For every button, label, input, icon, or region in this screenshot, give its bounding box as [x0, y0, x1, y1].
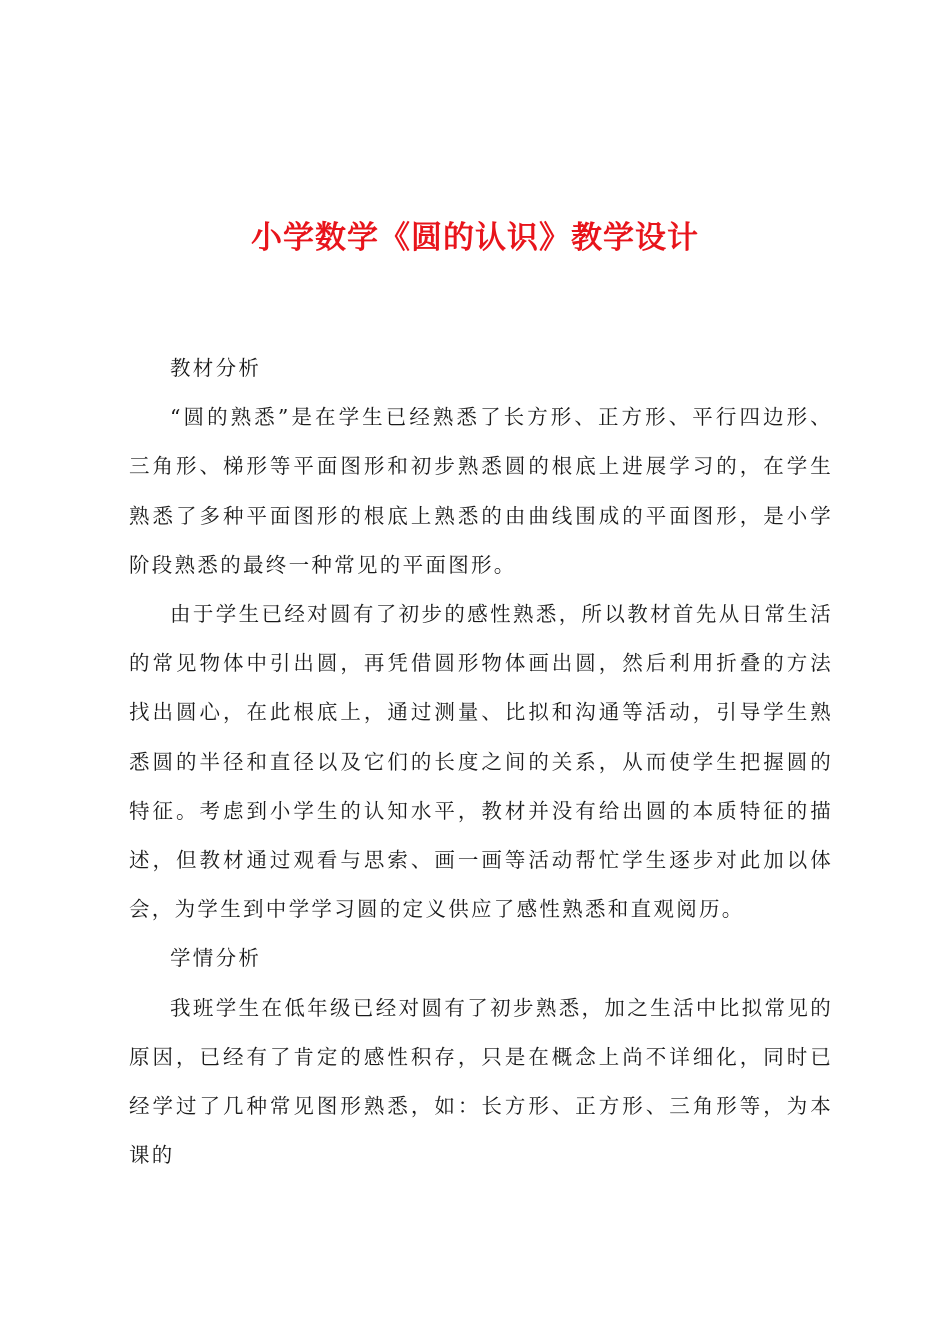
- section-heading-textbook-analysis: 教材分析: [170, 356, 262, 380]
- paragraph: 我班学生在低年级已经对圆有了初步熟悉，加之生活中比拟常见的原因，已经有了肯定的感性积存，只是在概念上尚不详细化，同时已经学过了几种常见图形熟悉，如：长方形、正方形、三角形等，为本课的: [129, 995, 833, 1168]
- document-body: [129, 344, 833, 1180]
- section-heading-student-analysis: 学情分析: [170, 946, 262, 971]
- paragraph: 由于学生已经对圆有了初步的感性熟悉，所以教材首先从日常生活的常见物体中引出圆，再凭借圆形物体画出圆，然后利用折叠的方法找出圆心，在此根底上，通过测量、比拟和沟通等活动，引导学生熟悉圆的半径和直径以及它们的长度之间的关系，从而使学生把握圆的特征。考虑到小学生的认知水平，教材并没有给出圆的本质特征的描述，但教材通过观看与思索、画一画等活动帮忙学生逐步对此加以体会，为学生到中学学习圆的定义供应了感性熟悉和直观阅历。: [129, 602, 833, 922]
- paragraph: “圆的熟悉”是在学生已经熟悉了长方形、正方形、平行四边形、三角形、梯形等平面图形和初步熟悉圆的根底上进展学习的，在学生熟悉了多种平面图形的根底上熟悉的由曲线围成的平面图形，是小学阶段熟悉的最终一种常见的平面图形。: [129, 405, 833, 577]
- document-title: 小学数学《圆的认识》教学设计: [251, 220, 699, 256]
